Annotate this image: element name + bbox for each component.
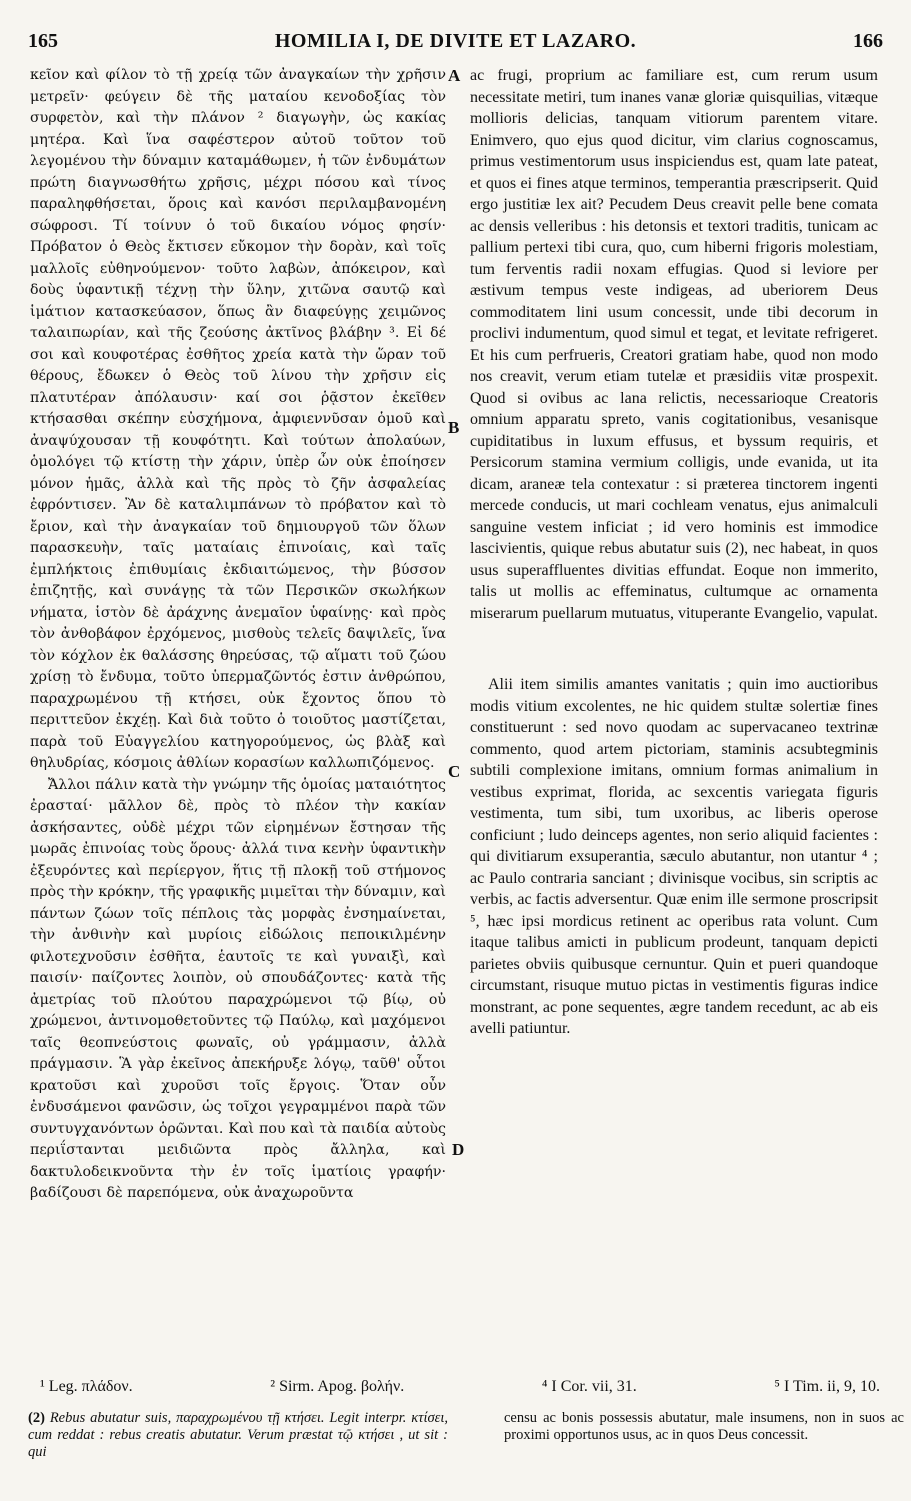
note-left-text: Rebus abutatur suis, παραχρωμένου τῇ κτήσει. Legit interpr. κτίσει, cum reddat : rebus creatis abutatur. Verum præstat τῷ κτήσει , ut sit : qui [28, 1410, 448, 1460]
footnote-ref-3: ⁴ I Cor. vii, 31. [541, 1378, 637, 1395]
note-left [28, 1410, 448, 1461]
running-title: HOMILIA I, DE DIVITE ET LAZARO. [274, 30, 637, 52]
margin-marker-a: A [448, 66, 461, 85]
page-header [28, 30, 883, 58]
margin-marker-b: B [448, 418, 460, 437]
margin-marker-c: C [448, 762, 461, 781]
note-right: censu ac bonis possessis abutatur, male insumens, non in suos ac proximi opportunos usus, ac in quos Deus concessit. [504, 1410, 904, 1443]
latin-paragraph-2: Alii item similis amantes vanitatis ; quin imo auctioribus modis vitium excolentes, ne hic quidem stultæ solertiæ fines constituerunt : sed novo quodam ac supervacaneo textrinæ commento, quod artem pictoriam, staminis acsubtegminis subtili complexione imitans, omnium formas animalium in vestibus exprimat, florida, ac sexcentis variegata figuris vestimenta, tum sibi, tum uxoribus, ac liberis operose conficiunt ; ludo deinceps agentes, non serio aliquid facientes : qui divitiarum exsuperantia, sæculo abutantur, non utantur ⁴ ; ac Paulo contraria sanciant ; divinisque vocibus, sin scriptis ac verbis, ac factis adversentur. Quæ enim ille sermone proscripsit ⁵, hæc ipsi mordicus retinent ac operibus rata volunt. Cum itaque talibus amicti in publicum prodeunt, tanquam depicti parietes obviis quibusque cernuntur. Quin et pueri quandoque circumstant, risuque mutuo pictas in vestimentis figuras indice monstrant, ac pone sequentes, ægre tandem recedunt, ac ab eis avelli patiuntur. [470, 676, 878, 1037]
greek-paragraph-1: κεῖον καὶ φίλον τὸ τῇ χρείᾳ τῶν ἀναγκαίων τὴν χρῆσιν μετρεῖν· φεύγειν δὲ τῆς ματαίου κενοδοξίας τὸν συρφετὸν, καὶ τὴν πλάνον ² διαγωγὴν, ὡς κακίας μητέρα. Καὶ ἵνα σαφέστερον αὐτοῦ τοῦτον τοῦ λεγομένου τὴν δύναμιν καταμάθωμεν, ἡ τῶν ἐνδυμάτων πρώτη διαγνωσθήτω χρῆσις, μέχρι πόσου καὶ τίνος παραληφθήσεται, ὅροις καὶ κανόσι περιλαμβανομένη σώφροσι. Τί τοίνυν ὁ τοῦ δικαίου νόμος φησίν· Πρόβατον ὁ Θεὸς ἔκτισεν εὔκομον τὴν δορὰν, καὶ τοῖς μαλλοῖς εὐθηνούμενον· τοῦτο λαβὼν, ἀπόκειρον, καὶ δοὺς ὑφαντικῇ τέχνῃ τὴν ὕλην, χιτῶνα σαυτῷ καὶ ἱμάτιον κατασκεύασον, ὅπως ἂν διαφεύγῃς χειμῶνος ταλαιπωρίαν, καὶ τῆς ζεούσης ἀκτῖνος βλάβην ³. Εἰ δέ σοι καὶ κουφοτέρας ἐσθῆτος χρεία κατὰ τὴν ὥραν τοῦ θέρους, ἔδωκεν ὁ Θεὸς τοῦ λίνου τὴν χρῆσιν εἰς πλατυτέραν ἀπόλαυσιν· καί σοι ῥᾷστον ἐκεῖθεν κτήσασθαι σκέπην εὐσχήμονα, ἀμφιεννῦσαν ὁμοῦ καὶ ἀναψύχουσαν τῇ κουφότητι. Καὶ τούτων ἀπολαύων, ὁμολόγει τῷ κτίστῃ τὴν χάριν, ὑπὲρ ὧν οὐκ ἐποίησεν μόνον ἡμᾶς, ἀλλὰ καὶ τῆς πρὸς τὸ ζῆν ἀσφαλείας ἐφρόντισεν. Ἂν δὲ καταλιμπάνων τὸ πρόβατον καὶ τὸ ἔριον, καὶ τὴν ἀναγκαίαν τοῦ δημιουργοῦ τῶν ὅλων παρασκευὴν, ταῖς ματαίαις ἐπινοίαις, καὶ ταῖς ἐμπλήκτοις ἐπιθυμίαις ἐκδιαιτώμενος, τὴν βύσσον ἐπιζητῇς, καὶ συνάγῃς τὰ τῶν Περσικῶν σκωλήκων νήματα, ἱστὸν δὲ ἀράχνης ἀνεμαῖον ὑφαίνῃς· καὶ πρὸς τὸν ἀνθοβάφον ἐρχόμενος, μισθοὺς τελεῖς δαψιλεῖς, ἵνα τὸν κόχλον ἐκ θαλάσσης θηρεύσας, τῷ αἵματι τοῦ ζώου χρίσῃ τὸ ἔνδυμα, τοῦτο ὑπερμαζῶντός ἐστιν ἀνθρώπου, παραχρωμένου τῇ κτήσει, οὐκ ἔχοντος ὅπου τὸ περιττεῦον ἐκχέῃ. Καὶ διὰ τοῦτο ὁ τοιοῦτος μαστίζεται, παρὰ τοῦ Εὐαγγελίου κατηγορούμενος, ὡς βλὰξ καὶ θηλυδρίας, κόσμοις ἀθλίων κορασίων καλλωπιζόμενος. [30, 67, 446, 771]
latin-column [470, 65, 878, 1040]
paragraph-gap [470, 624, 878, 674]
page-number-right: 166 [853, 30, 883, 52]
page-number-left: 165 [28, 30, 58, 52]
greek-column [30, 65, 446, 1205]
margin-marker-d: D [452, 1140, 465, 1159]
footnote-ref-2: ² Sirm. Apog. βολήν. [270, 1378, 405, 1395]
latin-paragraph-1: ac frugi, proprium ac familiare est, cum rerum usum necessitate metiri, tum inanes vanæ gloriæ quisquilias, vitæque mollioris delicias, tanquam vitiorum parentem vitare. Enimvero, quo ejus quod dicitur, vim clarius cognoscamus, primus vestimentorum usus inspiciendus est, quam late pateat, et quos ei fines atque terminos, temperantia præscripserit. Quid ergo justitiæ lex ait? Pecudem Deus creavit pelle bene comata ac densis velleribus : his detonsis et textori traditis, tunicam ac pallium pertexi tibi cura, quo, cum hiberni frigoris molestiam, tum ferventis radii noxam effugias. Quod si leviore per æstivum tempus veste indigeas, ad uberiorem Deus commoditatem lini usum concessit, unde tibi decorum in proclivi indumentum, quod simul et tegat, et levitate refrigeret. Et his cum perfrueris, Creatori gratiam habe, quod non modo nos creavit, verum etiam tutelæ et præsidiis vitæ prospexit. Quod si ovibus ac lana relictis, necessarioque Creatoris omnium apparatu spreto, vanis cogitationibus, vesanisque cupiditatibus in luxum effusus, et byssum requiris, et Persicorum stamina vermium colligis, unde evanida, ut ita dicam, araneæ tela contexatur : si præterea tinctorem ingenti mercede conducis, ut mari cochleam venatus, ejus animalculi sanguine vestem inficiat ; id vero hominis est immodice lascivientis, quique rebus abutatur suis (2), nec habeat, in quos usus superaffluentes divitias effundat. Eoque non immerito, talis ut mollis ac effeminatus, cultumque ac ornamenta miserarum puellarum mutuatus, vituperante Evangelio, vapulat. [470, 67, 878, 622]
footnote-ref-4: ⁵ I Tim. ii, 9, 10. [774, 1378, 880, 1395]
footnote-ref-1: ¹ Leg. πλάδον. [40, 1378, 133, 1395]
note-number: (2) [28, 1410, 45, 1426]
footnote-references [40, 1378, 880, 1396]
greek-paragraph-2: Ἄλλοι πάλιν κατὰ τὴν γνώμην τῆς ὁμοίας ματαιότητος ἐρασταί· μᾶλλον δὲ, πρὸς τὸ πλέον τὴν κακίαν ἀσκήσαντες, οὐδὲ μέχρι τῶν εἰρημένων ἔστησαν τῆς μωρᾶς ἐπινοίας τοὺς ὅρους· ἀλλά τινα κενὴν ὑφαντικὴν ἐξευρόντες καὶ περίεργον, ἥτις τῇ πλοκῇ τοῦ στήμονος πρὸς τὴν κρόκην, τῆς γραφικῆς μιμεῖται τὴν δύναμιν, καὶ πάντων ζώων τοῖς πέπλοις τὰς μορφὰς ἐνσημαίνεται, τὴν ἀνθινὴν καὶ μυρίοις εἰδώλοις πεποικιλμένην φιλοτεχνοῦσιν ἐσθῆτα, ἑαυτοῖς τε καὶ γυναιξὶ, καὶ παισίν· παίζοντες λοιπὸν, οὐ σπουδάζοντες· κατὰ τῆς ἀμετρίας τοῦ πλούτου παραχρώμενοι τῷ βίῳ, οὐ χρώμενοι, ἀντινομοθετοῦντες τῷ Παύλῳ, καὶ μαχόμενοι ταῖς θεοπνεύστοις φωναῖς, οὐ γράμμασιν, ἀλλὰ πράγμασιν. Ἃ γὰρ ἐκεῖνος ἀπεκήρυξε λόγῳ, ταῦθ' οὗτοι κρατοῦσι καὶ χυροῦσι τοῖς ἔργοις. Ὅταν οὖν ἐνδυσάμενοι φανῶσιν, ὡς τοῖχοι γεγραμμένοι παρὰ τῶν συντυγχανόντων ὁρῶνται. Καὶ που καὶ τὰ παιδία αὐτοὺς περιΐστανται μειδιῶντα πρὸς ἄλληλα, καὶ δακτυλοδεικνοῦντα τὴν ἐν τοῖς ἱματίοις γραφήν· βαδίζουσι δὲ παρεπόμενα, οὐκ ἀναχωροῦντα [30, 776, 446, 1201]
